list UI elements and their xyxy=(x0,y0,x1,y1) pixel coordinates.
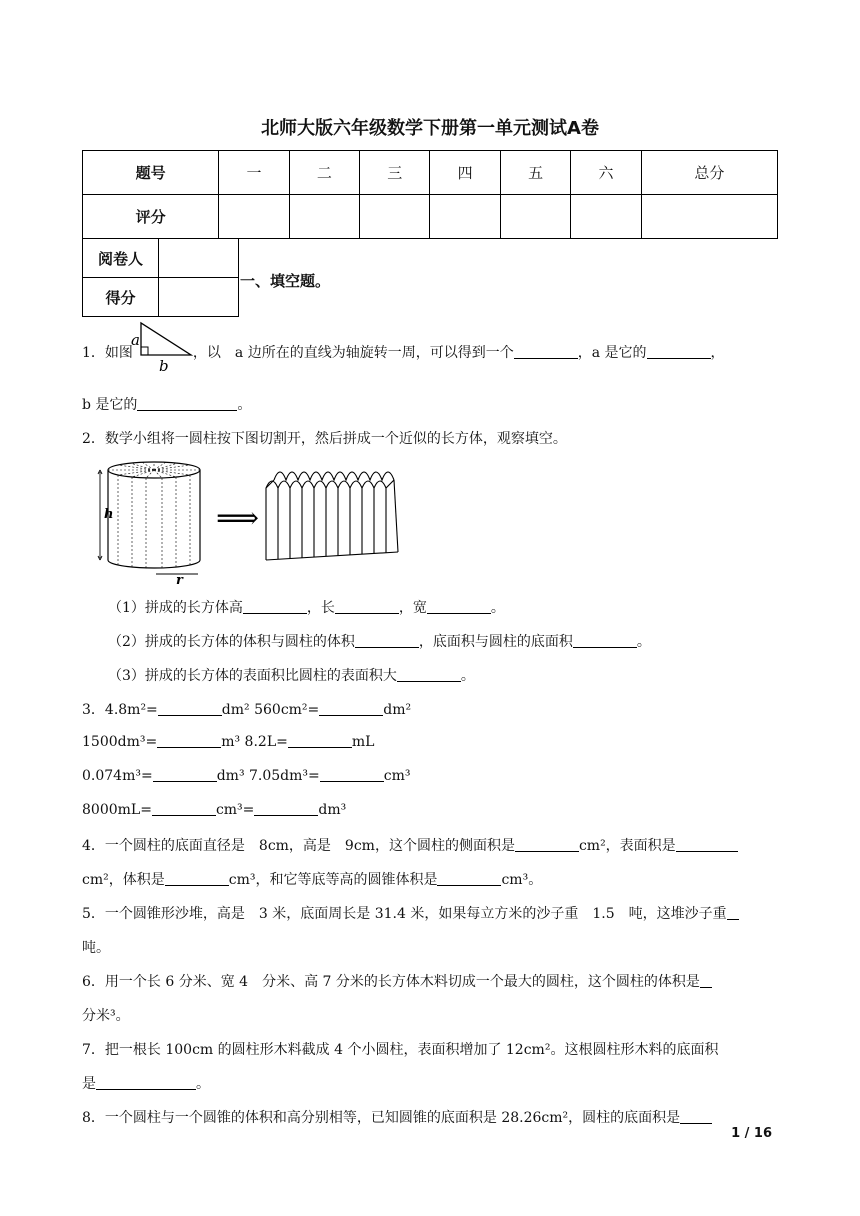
question-2-line: 2．数学小组将一圆柱按下图切割开，然后拼成一个近似的长方体，观察填空。 xyxy=(82,431,567,447)
label-r: r xyxy=(176,573,183,588)
answer-blank[interactable] xyxy=(137,396,237,411)
score-row-label: 评分 xyxy=(83,195,219,239)
q1-text-b: ，以 a 边所在的直线为轴旋转一周，可以得到一个 xyxy=(192,345,514,361)
answer-blank[interactable] xyxy=(515,837,579,852)
question-4-line-2 xyxy=(82,869,542,889)
question-5-line-2: 吨。 xyxy=(82,940,110,956)
answer-blank[interactable] xyxy=(676,837,738,852)
label-b: b xyxy=(158,357,169,375)
question-1-line-2 xyxy=(82,394,251,414)
q4-text-b: cm²，表面积是 xyxy=(578,838,676,854)
score-cell xyxy=(641,195,777,239)
q3-l1-text-b: dm² 560cm²= xyxy=(221,702,320,718)
grader-table xyxy=(82,238,239,317)
answer-blank[interactable] xyxy=(427,599,491,614)
q3-l2-text-b: m³ 8.2L= xyxy=(221,734,288,750)
question-3-line-2 xyxy=(82,733,374,750)
answer-blank[interactable] xyxy=(96,1075,196,1090)
question-6-line-2: 分米³。 xyxy=(82,1008,130,1024)
score-cell xyxy=(360,195,430,239)
page-title: 北师大版六年级数学下册第一单元测试A卷 xyxy=(261,118,599,139)
answer-blank[interactable] xyxy=(355,633,419,648)
question-7-line-1: 7．把一根长 100cm 的圆柱形木料截成 4 个小圆柱，表面积增加了 12cm²。这根圆柱形木料的底面积 xyxy=(82,1042,719,1058)
question-1-line-1 xyxy=(82,331,725,375)
cylinder-cut-figure xyxy=(98,460,408,588)
score-cell xyxy=(289,195,359,239)
q6-text-a: 6．用一个长 6 分米、宽 4 分米、高 7 分米的长方体木料切成一个最大的圆柱，这个圆柱的体积是 xyxy=(82,974,700,990)
score-cell xyxy=(500,195,570,239)
q2-s1-text-c: ，宽 xyxy=(398,600,427,616)
answer-blank[interactable] xyxy=(288,733,352,748)
q2-s2-text-b: ，底面积与圆柱的底面积 xyxy=(418,634,573,650)
question-8-line-1 xyxy=(82,1107,712,1127)
header-cell: 总分 xyxy=(641,151,777,195)
q3-l4-text-a: 8000mL= xyxy=(82,802,152,818)
answer-blank[interactable] xyxy=(243,599,307,614)
q3-l4-text-c: dm³ xyxy=(318,802,347,818)
header-cell: 题号 xyxy=(83,151,219,195)
q1-text-d: ， xyxy=(710,345,725,361)
q4-text-c: cm²，体积是 xyxy=(82,872,165,888)
answer-blank[interactable] xyxy=(335,599,399,614)
q2-s3-text-a: （3）拼成的长方体的表面积比圆柱的表面积大 xyxy=(108,668,397,684)
header-cell: 四 xyxy=(430,151,500,195)
implies-arrow: ⟹ xyxy=(216,501,260,536)
q2-s2-text-c: 。 xyxy=(636,634,651,650)
header-cell: 一 xyxy=(219,151,289,195)
question-2-sub-1 xyxy=(108,597,505,617)
q2-s2-text-a: （2）拼成的长方体的体积与圆柱的体积 xyxy=(108,634,355,650)
answer-blank[interactable] xyxy=(254,801,318,816)
q1-text-e: b 是它的 xyxy=(82,397,138,413)
answer-blank[interactable] xyxy=(727,905,739,920)
q1-text-a: 1．如图 xyxy=(82,345,133,361)
question-4-line-1 xyxy=(82,835,738,855)
q3-l2-text-a: 1500dm³= xyxy=(82,734,158,750)
q7-text-c: 。 xyxy=(196,1076,210,1092)
header-cell: 五 xyxy=(500,151,570,195)
label-h: h xyxy=(104,507,114,522)
q4-text-a: 4．一个圆柱的底面直径是 8cm，高是 9cm，这个圆柱的侧面积是 xyxy=(82,838,515,854)
grader-label: 阅卷人 xyxy=(83,239,159,278)
answer-blank[interactable] xyxy=(158,701,222,716)
grader-score-cell xyxy=(159,278,239,317)
q8-text-a: 8．一个圆柱与一个圆锥的体积和高分别相等，已知圆锥的底面积是 28.26cm²，圆柱的底面积是 xyxy=(82,1110,681,1126)
q3-l3-text-c: cm³ xyxy=(383,768,411,784)
q3-l1-text-a: 3．4.8m²= xyxy=(82,702,158,718)
question-3-line-4 xyxy=(82,801,346,818)
answer-blank[interactable] xyxy=(157,733,221,748)
score-table-header-row xyxy=(83,151,778,195)
grader-score-label: 得分 xyxy=(83,278,159,317)
answer-blank[interactable] xyxy=(647,344,711,359)
score-table xyxy=(82,150,778,239)
q1-text-f: 。 xyxy=(237,397,252,413)
q3-l2-text-c: mL xyxy=(351,734,375,750)
answer-blank[interactable] xyxy=(165,871,229,886)
q3-l1-text-c: dm² xyxy=(383,702,412,718)
answer-blank[interactable] xyxy=(680,1109,712,1124)
question-3-line-1 xyxy=(82,699,411,719)
answer-blank[interactable] xyxy=(152,801,216,816)
q3-l4-text-b: cm³= xyxy=(215,802,255,818)
question-7-line-2 xyxy=(82,1073,210,1093)
answer-blank[interactable] xyxy=(153,767,217,782)
q2-s1-text-b: ，长 xyxy=(306,600,335,616)
question-3-line-3 xyxy=(82,767,411,784)
grader-cell xyxy=(159,239,239,278)
answer-blank[interactable] xyxy=(573,633,637,648)
section-heading-fill-blank: 一、填空题。 xyxy=(240,272,331,290)
question-2-sub-3 xyxy=(108,665,475,685)
page-number: 1 / 16 xyxy=(731,1126,772,1141)
question-6-line-1 xyxy=(82,971,712,991)
question-2-sub-2 xyxy=(108,631,651,651)
q4-text-e: cm³。 xyxy=(501,872,543,888)
label-a: a xyxy=(130,331,140,349)
header-cell: 三 xyxy=(360,151,430,195)
score-table-score-row xyxy=(83,195,778,239)
answer-blank[interactable] xyxy=(514,344,578,359)
q2-s1-text-d: 。 xyxy=(490,600,505,616)
answer-blank[interactable] xyxy=(700,973,712,988)
question-5-line-1 xyxy=(82,903,739,923)
right-triangle-figure xyxy=(130,321,193,375)
header-cell: 六 xyxy=(571,151,641,195)
header-cell: 二 xyxy=(289,151,359,195)
q7-text-b: 是 xyxy=(82,1076,96,1092)
q3-l3-text-a: 0.074m³= xyxy=(82,768,153,784)
score-cell xyxy=(571,195,641,239)
q1-text-c: ，a 是它的 xyxy=(577,345,647,361)
q4-text-d: cm³，和它等底等高的圆锥体积是 xyxy=(228,872,438,888)
q5-text-a: 5．一个圆锥形沙堆，高是 3 米，底面周长是 31.4 米，如果每立方米的沙子重 1.5 吨，这堆沙子重 xyxy=(82,906,727,922)
q2-s1-text-a: （1）拼成的长方体高 xyxy=(108,600,243,616)
answer-blank[interactable] xyxy=(437,871,501,886)
answer-blank[interactable] xyxy=(320,767,384,782)
answer-blank[interactable] xyxy=(319,701,383,716)
q2-s3-text-b: 。 xyxy=(460,668,475,684)
q3-l3-text-b: dm³ 7.05dm³= xyxy=(216,768,320,784)
score-cell xyxy=(430,195,500,239)
answer-blank[interactable] xyxy=(397,667,461,682)
score-cell xyxy=(219,195,289,239)
